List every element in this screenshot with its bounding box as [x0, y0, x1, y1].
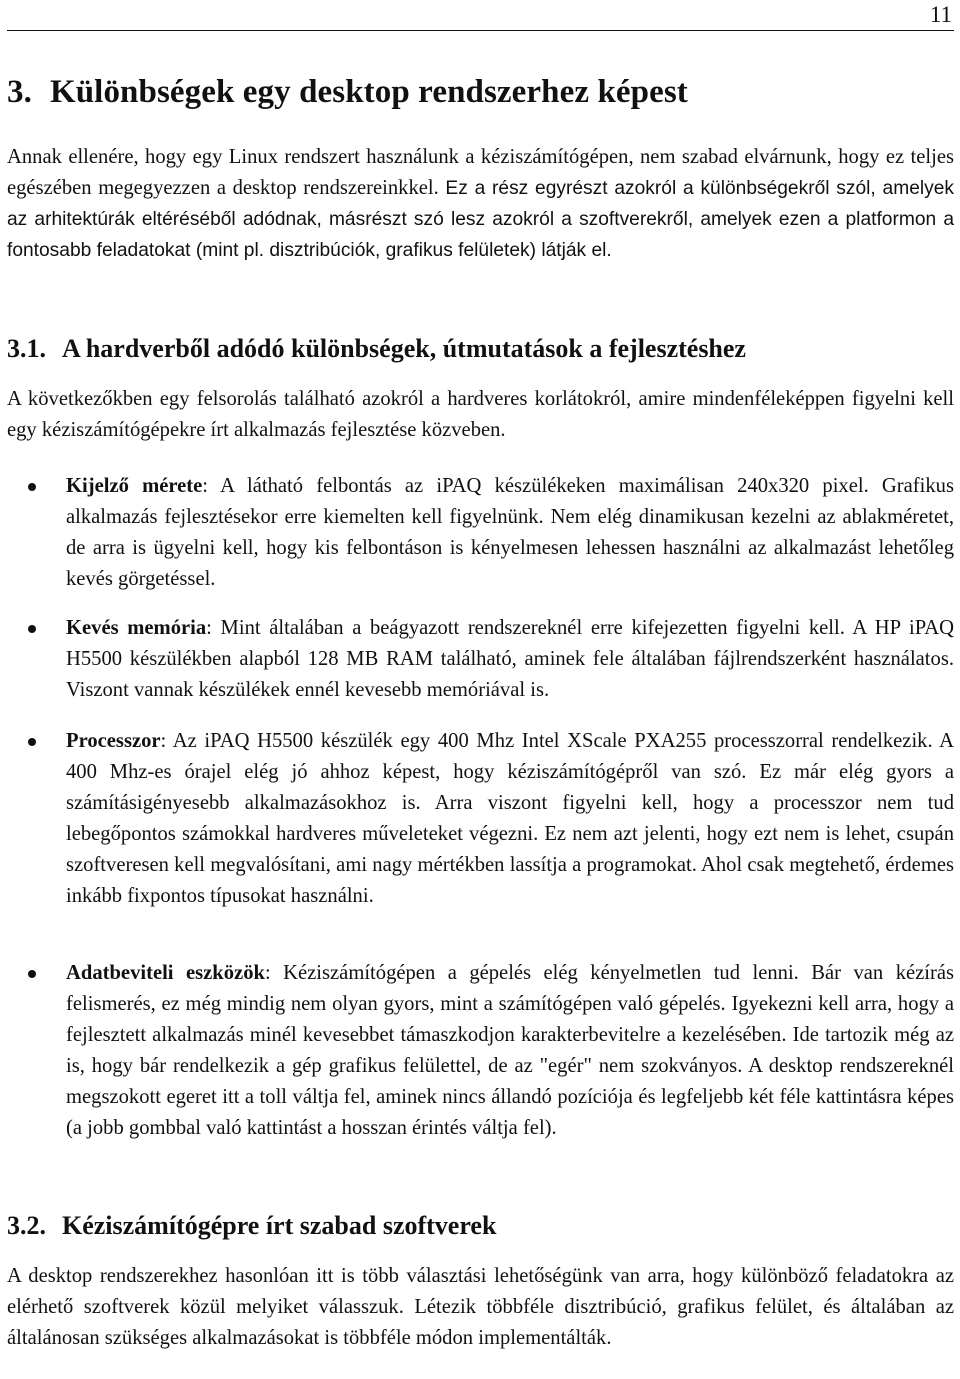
list-item-term: Kijelző mérete — [66, 475, 203, 497]
list-item-low-memory — [66, 613, 954, 706]
chapter-intro-paragraph — [7, 142, 954, 266]
list-item-term: Processzor — [66, 730, 161, 752]
section-number: 3.2. — [7, 1211, 46, 1240]
list-item-text: : Mint általában a beágyazott rendszereknél erre kifejezetten figyelni kell. A HP iPAQ H5500 készülékben alapból 128 MB RAM található, aminek fele általában fájlrendszerként használatos. Viszont vannak készülékek ennél kevesebb memóriával is. — [66, 617, 955, 701]
section-title: Kéziszámítógépre írt szabad szoftverek — [62, 1211, 497, 1240]
list-item-text: : Az iPAQ H5500 készülék egy 400 Mhz Intel XScale PXA255 processzorral rendelkezik. A 400 Mhz-es órajel elég jó ahhoz képest, hogy kéziszámítógépről van szó. Ez már elég gyors a számításigényesebb alkalmazásokhoz is. Arra viszont figyelni kell, hogy a processzor nem tud lebegőpontos számokkal hardveres műveleteket végezni. Ez nem azt jelenti, hogy ezt nem is lehet, csupán szoftveresen kell megvalósítani, ami nagy mértékben lassítja a programokat. Ahol csak megtehető, érdemes inkább fixpontos típusokat használni. — [66, 730, 954, 907]
page-number: 11 — [929, 2, 952, 27]
section-heading-3-1 — [7, 334, 746, 364]
header-rule — [7, 30, 954, 31]
section-2-body-paragraph: A desktop rendszerekhez hasonlóan itt is több választási lehetőségünk van arra, hogy különböző feladatokra az elérhető szoftverek közül melyiket válasszuk. Létezik többféle disztribúció, grafikus felület, és általában az általánosan szükséges alkalmazásokat is többféle módon implementálták. — [7, 1265, 954, 1349]
chapter-number: 3. — [7, 74, 32, 110]
section-1-intro-paragraph: A következőkben egy felsorolás található azokról a hardveres korlátokról, amire mindenféleképpen figyelni kell egy kéziszámítógépekre írt alkalmazás fejlesztése közveben. — [7, 388, 954, 441]
bullet-icon — [28, 738, 36, 746]
bullet-icon — [28, 625, 36, 633]
chapter-heading — [7, 74, 688, 111]
list-item-text: : A látható felbontás az iPAQ készülékeken maximálisan 240x320 pixel. Grafikus alkalmazás fejlesztésekor erre kiemelten kell figyelnünk. Nem elég dinamikusan kezelni az ablakméretet, de arra is ügyelni kell, hogy kis felbontáson is kényelmesen lehessen használni az alkalmazást lehetőleg kevés görgetéssel. — [66, 475, 954, 590]
list-item-display-size — [66, 471, 954, 595]
section-heading-3-2 — [7, 1211, 496, 1241]
list-item-term: Adatbeviteli eszközök — [66, 962, 265, 984]
list-item-term: Kevés memória — [66, 617, 207, 639]
section-title: A hardverből adódó különbségek, útmutatások a fejlesztéshez — [62, 334, 746, 363]
chapter-intro-sans-text: Ez a rész egyrészt azokról a különbségekről szól, amelyek az arhitektúrák eltéréséből adódnak, másrészt szó lesz azokról a szoftverekről, amelyek ezen a platformon a fontosabb feladatokat (mint pl. disztribúciók, grafikus felületek) látják el. — [7, 178, 954, 261]
bullet-icon — [28, 483, 36, 491]
chapter-title: Különbségek egy desktop rendszerhez képest — [49, 74, 688, 110]
list-item-input-devices — [66, 958, 954, 1144]
list-item-processor — [66, 726, 954, 912]
section-number: 3.1. — [7, 334, 46, 363]
bullet-icon — [28, 970, 36, 978]
list-item-text: : Kéziszámítógépen a gépelés elég kényelmetlen tud lenni. Bár van kézírás felismerés, ez még mindig nem olyan gyors, mint a számítógépen való gépelés. Igyekezni kell arra, hogy a fejlesztett alkalmazás minél kevesebbet támaszkodjon karakterbevitelre a kezelésében. Ide tartozik még az is, hogy bár rendelkezik a gép grafikus felülettel, de az "egér" nem szokványos. A desktop rendszereknél megszokott egeret itt a toll váltja fel, aminek nincs állandó pozíciója és legfeljebb két féle kattintásra képes (a jobb gombbal való kattintást a hosszan érintés váltja fel). — [66, 962, 955, 1139]
chapter-intro-serif-text: Annak ellenére, hogy egy Linux rendszert használunk a kéziszámítógépen, nem szabad elvárnunk, hogy ez teljes egészében megegyezzen a desktop rendszereinkkel. — [7, 146, 954, 199]
